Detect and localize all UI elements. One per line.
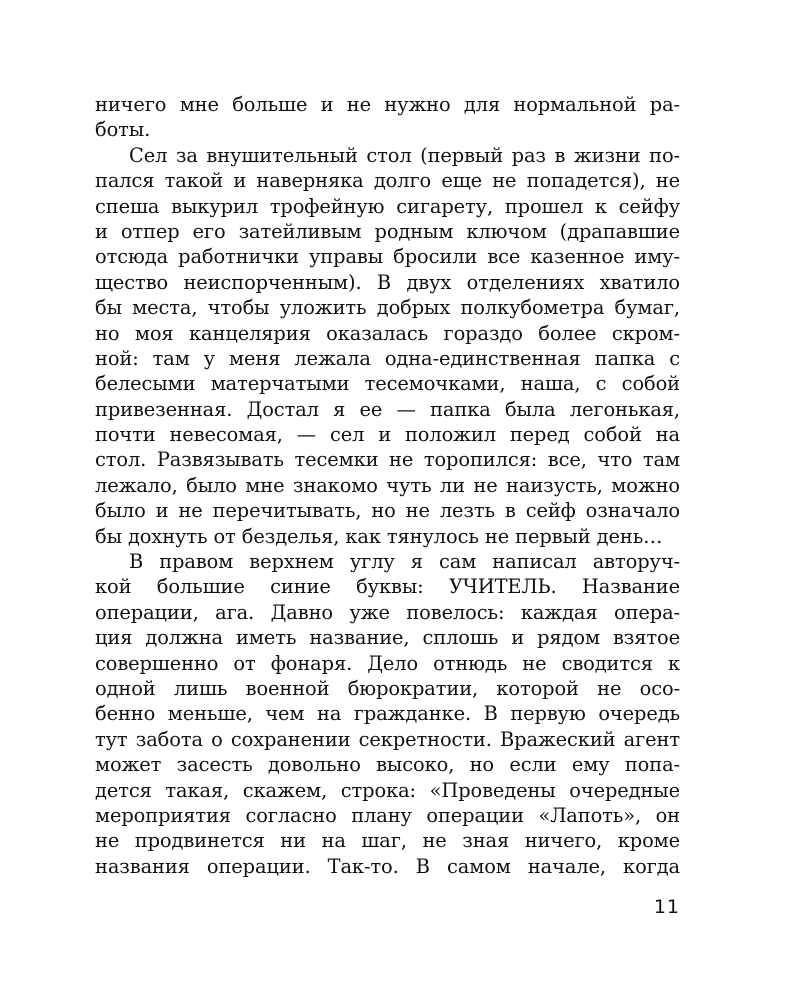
text-line: лежало, было мне знакомо чуть ли не наизусть, можно (95, 473, 680, 497)
text-line: щество неиспорченным). В двух отделениях хватило (95, 270, 680, 294)
text-line: привезенная. Достал я ее — папка была легонькая, (95, 397, 680, 421)
text-line: и отпер его затейливым родным ключом (драпавшие (95, 219, 680, 243)
text-line: тут забота о сохранении секретности. Вражеский агент (95, 727, 680, 751)
text-line: пался такой и наверняка долго еще не попадется), не (95, 169, 680, 193)
text-line: стол. Развязывать тесемки не торопился: все, что там (95, 448, 680, 472)
text-line: Сел за внушительный стол (первый раз в жизни по- (129, 143, 680, 167)
body-text (95, 92, 680, 879)
text-line: совершенно от фонаря. Дело отнюдь не сводится к (95, 651, 680, 675)
text-line: отсюда работнички управы бросили все казенное иму- (95, 245, 680, 269)
text-line: может засесть довольно высоко, но если ему попа- (95, 753, 680, 777)
text-line: было и не перечитывать, но не лезть в сейф означало (95, 499, 680, 523)
page-number: 11 (653, 896, 680, 918)
text-line: ной: там у меня лежала одна-единственная папка с (95, 346, 680, 370)
text-line: бы дохнуть от безделья, как тянулось не первый день… (95, 524, 663, 548)
text-line: В правом верхнем углу я сам написал авторуч- (129, 550, 680, 574)
text-line: мероприятия согласно плану операции «Лапоть», он (95, 803, 680, 827)
text-line: почти невесомая, — сел и положил перед собой на (95, 423, 680, 447)
text-line: ничего мне больше и не нужно для нормальной ра- (95, 93, 680, 116)
text-line: боты. (95, 118, 151, 142)
text-line: но моя канцелярия оказалась гораздо более скром- (95, 321, 680, 345)
text-line: бы места, чтобы уложить добрых полкубометра бумаг, (95, 296, 680, 320)
text-line: дется такая, скажем, строка: «Проведены очередные (95, 778, 680, 802)
text-line: названия операции. Так-то. В самом начале, когда (95, 854, 680, 878)
text-line: одной лишь военной бюрократии, которой не осо- (95, 676, 680, 700)
text-line: операции, ага. Давно уже повелось: каждая опера- (95, 600, 680, 624)
text-line: бенно меньше, чем на гражданке. В первую очередь (95, 702, 680, 726)
text-line: спеша выкурил трофейную сигарету, прошел к сейфу (95, 194, 680, 218)
text-line: белесыми матерчатыми тесемочками, наша, с собой (95, 372, 680, 396)
text-line: ция должна иметь название, сплошь и рядом взятое (95, 626, 680, 650)
text-line: не продвинется ни на шаг, не зная ничего, кроме (95, 829, 680, 853)
text-line: кой большие синие буквы: УЧИТЕЛЬ. Название (95, 575, 680, 599)
